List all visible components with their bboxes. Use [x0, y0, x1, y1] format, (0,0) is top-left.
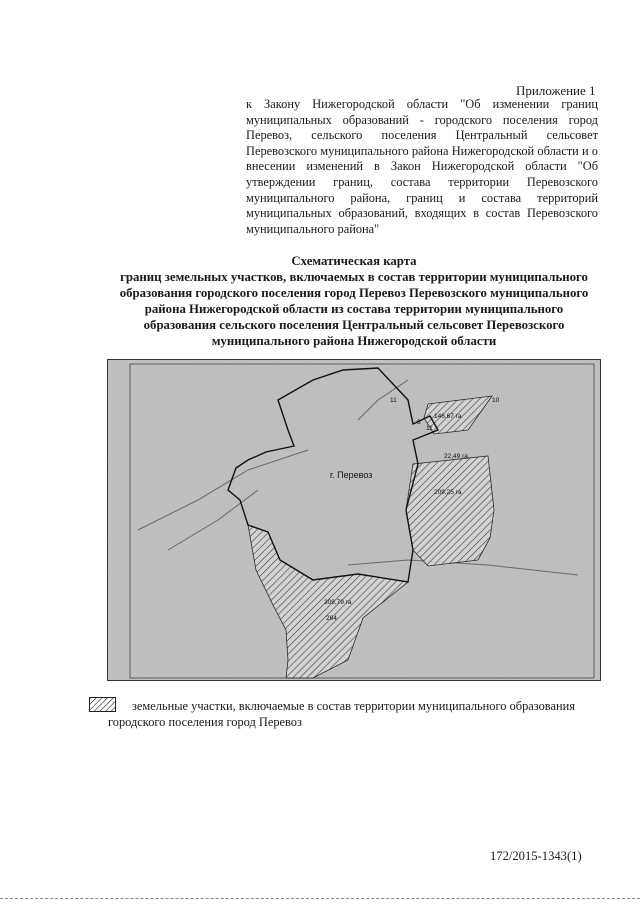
map-label-9: 264: [326, 615, 337, 622]
appendix-text: к Закону Нижегородской области "Об изменении границ муниципальных образований - городского поселения город Перевоз, сельского поселения Центральный сельсовет Перевозского муниципального района Нижегородской области и о внесении изменений в Закон Нижегородской области "Об утверждении границ, состава территории Перевозского муниципального района, границ и состава территорий муниципальных образований, входящих в состав Перевозского муниципального района": [246, 97, 598, 236]
hatched-parcel-east: [406, 456, 494, 566]
map-city-label: г. Перевоз: [330, 470, 373, 480]
map-svg: [108, 360, 601, 681]
map-label-2: 10: [492, 397, 500, 404]
title-line-1: Схематическая карта: [291, 254, 417, 268]
map-label-5: 11: [426, 425, 433, 432]
map-label-6: 22,49 га: [444, 453, 468, 460]
title-line-2: границ земельных участков, включаемых в состав территории муниципального: [120, 270, 588, 284]
map-label-4: 146,67 га: [434, 413, 462, 420]
map-label-3: 3: [417, 419, 421, 426]
map-title: [104, 253, 604, 349]
map-label-8: 309,79 га: [324, 599, 352, 606]
document-number: 172/2015-1343(1): [490, 849, 582, 863]
legend-text: земельные участки, включаемые в состав территории муниципального образования городского поселения город Перевоз: [108, 699, 575, 729]
title-line-5: образования сельского поселения Центральный сельсовет Перевозского: [143, 318, 565, 332]
map-label-7: 209,25 га: [434, 489, 462, 496]
appendix-label: Приложение 1: [516, 83, 596, 98]
title-line-6: муниципального района Нижегородской области: [211, 334, 497, 348]
title-line-4: района Нижегородской области из состава территории муниципального: [144, 302, 564, 316]
page-edge-line: [0, 898, 640, 901]
map-label-1: 11: [390, 397, 397, 404]
schematic-map: [107, 359, 601, 681]
title-line-3: образования городского поселения город Перевоз Перевозского муниципального: [119, 286, 589, 300]
